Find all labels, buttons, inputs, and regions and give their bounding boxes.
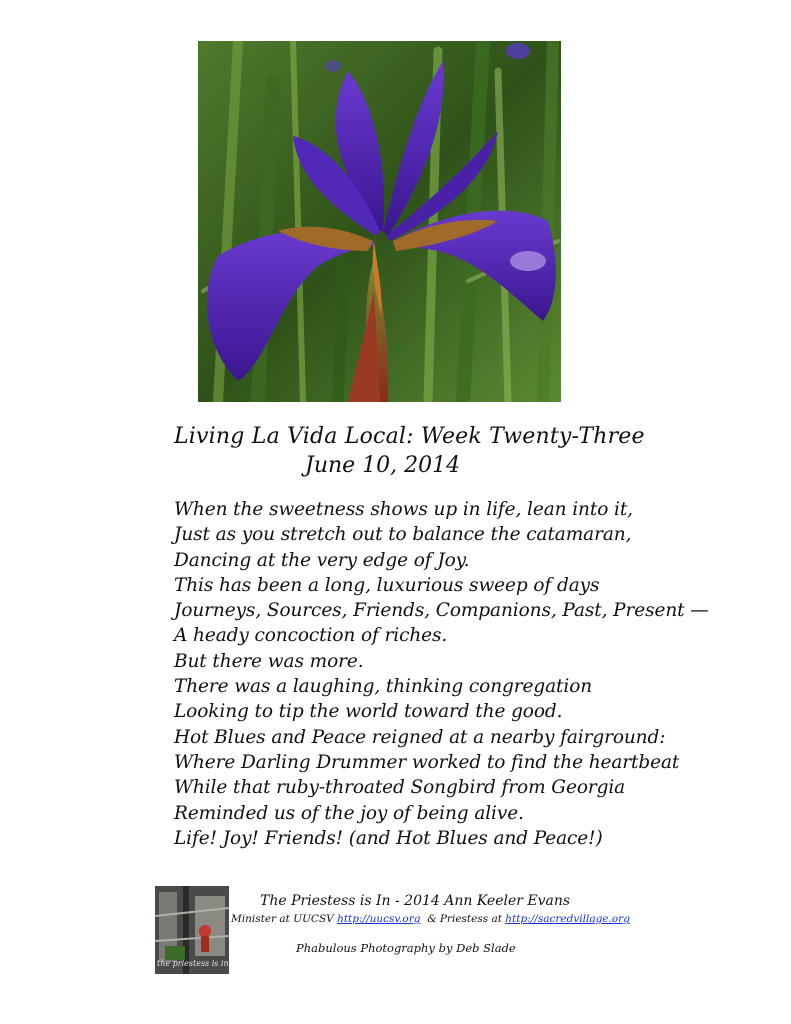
poem-line: There was a laughing, thinking congregation xyxy=(174,676,593,698)
poem-line: But there was more. xyxy=(174,650,364,672)
minister-label: Minister at UUCSV xyxy=(231,913,334,925)
poem-line: Where Darling Drummer worked to find the heartbeat xyxy=(174,751,680,773)
footer-affiliations xyxy=(231,913,630,925)
poem-line: Reminded us of the joy of being alive. xyxy=(174,802,524,824)
poem-line: Life! Joy! Friends! (and Hot Blues and Peace!) xyxy=(174,827,603,849)
poem-date: June 10, 2014 xyxy=(305,453,461,478)
poem-line: Looking to tip the world toward the good. xyxy=(174,701,563,723)
priestess-thumbnail xyxy=(155,886,229,974)
thumbnail-caption: the priestess is in xyxy=(157,959,229,968)
iris-illustration xyxy=(198,41,561,402)
uucsv-link[interactable]: http://uucsv.org xyxy=(337,913,421,925)
poem-line: When the sweetness shows up in life, lean into it, xyxy=(174,499,633,520)
poem-line: While that ruby-throated Songbird from Georgia xyxy=(174,777,626,799)
poem-line: Hot Blues and Peace reigned at a nearby fairground: xyxy=(174,726,666,748)
poem-title: Living La Vida Local: Week Twenty-Three xyxy=(174,424,645,449)
iris-photo xyxy=(198,41,561,402)
poem-line: Just as you stretch out to balance the catamaran, xyxy=(174,524,632,546)
sacredvillage-link[interactable]: http://sacredvillage.org xyxy=(505,913,630,925)
poem-line: A heady concoction of riches. xyxy=(174,625,448,647)
poem-line: This has been a long, luxurious sweep of days xyxy=(174,574,600,596)
poem-line: Journeys, Sources, Friends, Companions, Past, Present — xyxy=(174,600,709,622)
poem-body xyxy=(174,497,709,851)
photo-credit: Phabulous Photography by Deb Slade xyxy=(296,941,516,955)
priestess-label: & Priestess at xyxy=(427,913,502,925)
poem-line: Dancing at the very edge of Joy. xyxy=(174,549,470,571)
footer-credit: The Priestess is In - 2014 Ann Keeler Evans xyxy=(260,893,571,909)
